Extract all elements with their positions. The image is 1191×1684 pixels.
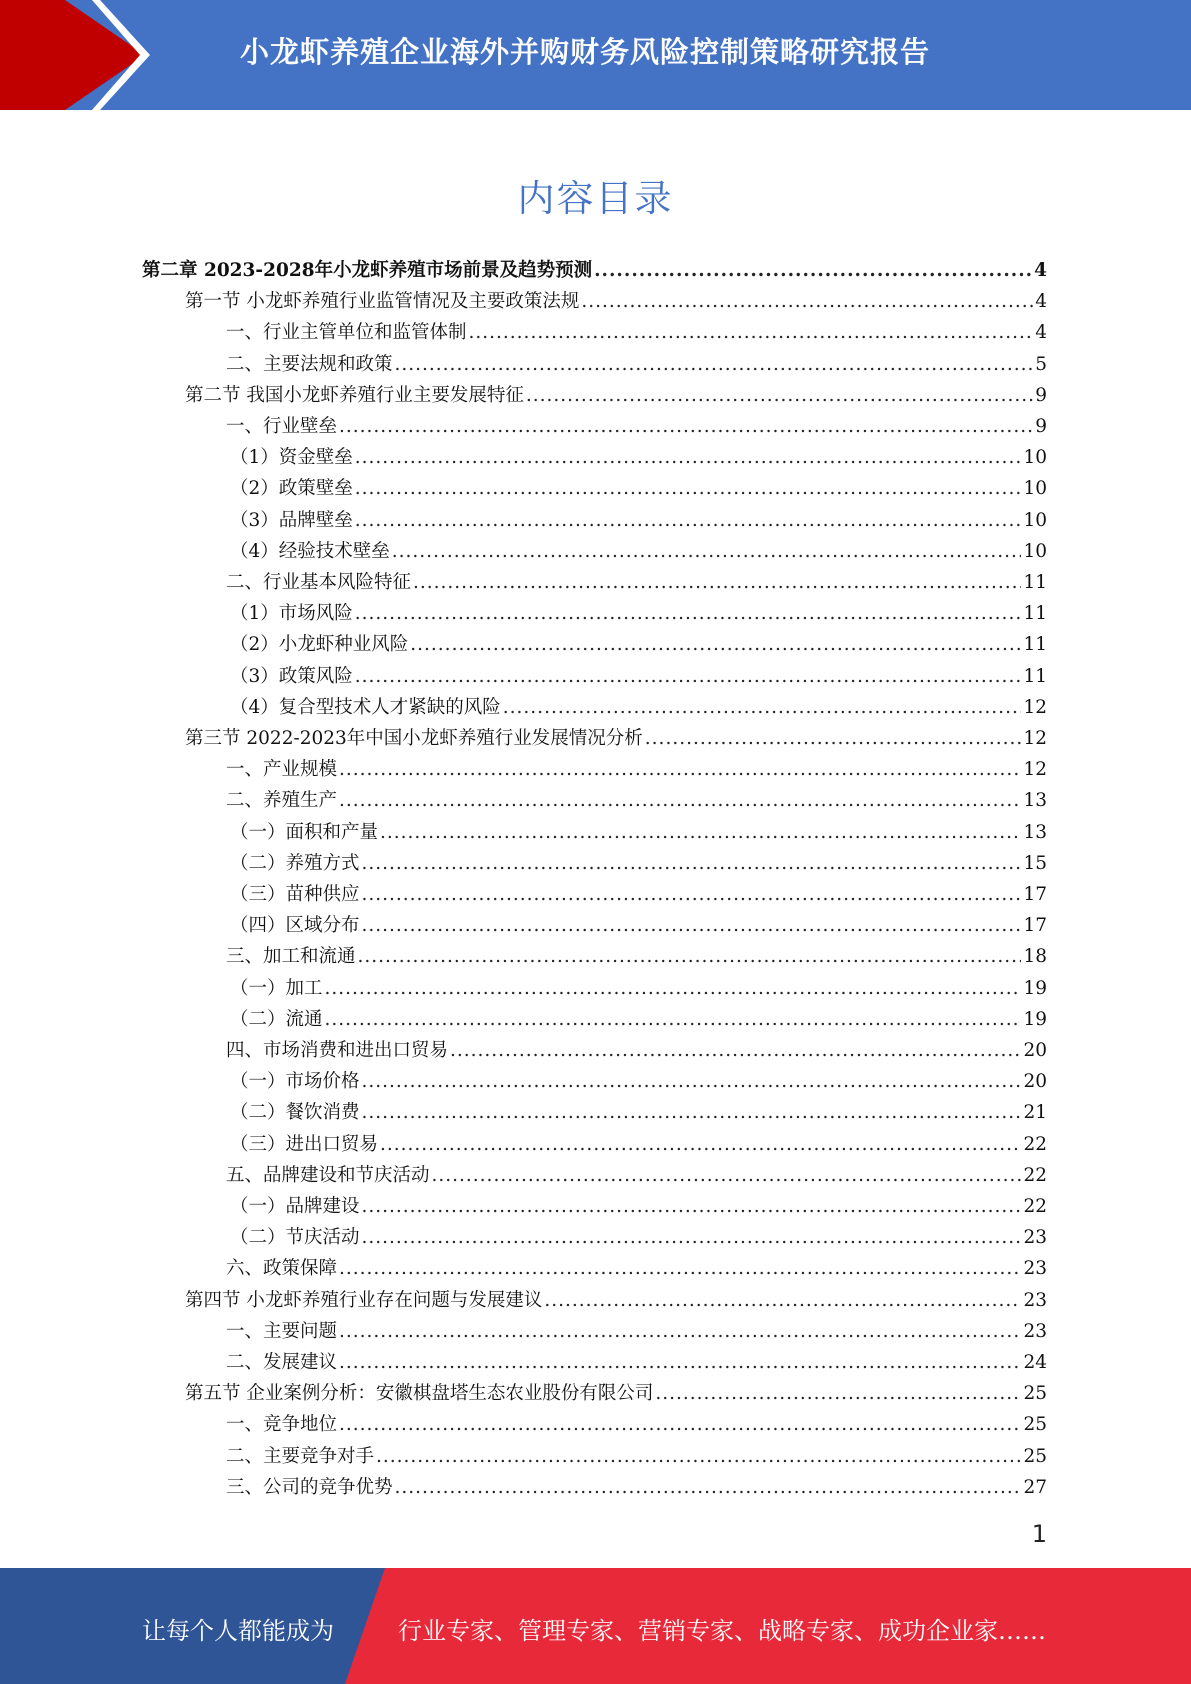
toc-dot-leader bbox=[581, 290, 1033, 314]
toc-dot-leader bbox=[376, 1445, 1021, 1469]
toc-entry-page: 11 bbox=[1023, 603, 1047, 625]
toc-entry[interactable] bbox=[230, 1188, 1047, 1219]
toc-entry[interactable] bbox=[226, 1250, 1047, 1281]
toc-entry-page: 4 bbox=[1035, 291, 1047, 313]
toc-entry-title: 二、主要竞争对手 bbox=[226, 1445, 375, 1467]
toc-entry-title: （3）品牌壁垒 bbox=[230, 509, 353, 531]
toc-dot-leader bbox=[362, 914, 1022, 938]
toc-entry[interactable] bbox=[185, 1282, 1047, 1313]
toc-entry[interactable] bbox=[226, 1344, 1047, 1375]
toc-entry-page: 4 bbox=[1034, 260, 1047, 281]
toc-entry[interactable] bbox=[185, 720, 1047, 751]
toc-entry-title: 第二章 2023-2028年小龙虾养殖市场前景及趋势预测 bbox=[142, 260, 593, 281]
toc-entry-title: （三）进出口贸易 bbox=[230, 1133, 379, 1155]
toc-dot-leader bbox=[325, 977, 1022, 1001]
toc-entry-title: 第一节 小龙虾养殖行业监管情况及主要政策法规 bbox=[185, 291, 580, 313]
toc-entry-title: 六、政策保障 bbox=[226, 1258, 338, 1280]
page-header bbox=[0, 0, 1191, 110]
toc-entry-title: 第三节 2022-2023年中国小龙虾养殖行业发展情况分析 bbox=[185, 728, 643, 749]
toc-entry-title: （1）资金壁垒 bbox=[230, 447, 353, 469]
toc-entry[interactable] bbox=[142, 252, 1047, 283]
toc-entry-page: 23 bbox=[1023, 1227, 1047, 1249]
toc-dot-leader bbox=[410, 633, 1021, 657]
toc-entry-page: 13 bbox=[1023, 821, 1047, 843]
toc-dot-leader bbox=[362, 1070, 1022, 1094]
toc-entry[interactable] bbox=[226, 314, 1047, 345]
toc-dot-leader bbox=[380, 821, 1021, 845]
toc-entry-title: （四）区域分布 bbox=[230, 915, 360, 937]
toc-entry-page: 12 bbox=[1023, 728, 1047, 749]
toc-entry[interactable] bbox=[226, 1469, 1047, 1500]
toc-entry[interactable] bbox=[185, 283, 1047, 314]
toc-entry[interactable] bbox=[226, 1313, 1047, 1344]
toc-entry-title: （一）加工 bbox=[230, 977, 323, 999]
toc-dot-leader bbox=[362, 1226, 1022, 1250]
toc-dot-leader bbox=[362, 852, 1022, 876]
toc-entry-page: 25 bbox=[1023, 1445, 1047, 1467]
toc-entry-title: （2）政策壁垒 bbox=[230, 478, 353, 500]
toc-entry[interactable] bbox=[230, 689, 1047, 720]
toc-entry-page: 10 bbox=[1023, 447, 1047, 469]
toc-entry-page: 12 bbox=[1023, 759, 1047, 781]
toc-entry[interactable] bbox=[230, 1219, 1047, 1250]
toc-dot-leader bbox=[358, 945, 1022, 969]
toc-entry-page: 9 bbox=[1035, 384, 1047, 406]
toc-entry[interactable] bbox=[230, 1001, 1047, 1032]
toc-dot-leader bbox=[450, 1039, 1021, 1063]
toc-entry[interactable] bbox=[230, 907, 1047, 938]
toc-entry-page: 13 bbox=[1023, 790, 1047, 812]
toc-entry[interactable] bbox=[226, 1406, 1047, 1437]
toc-entry-title: 三、加工和流通 bbox=[226, 946, 356, 968]
toc-entry-page: 23 bbox=[1023, 1289, 1047, 1311]
toc-dot-leader bbox=[362, 883, 1022, 907]
toc-entry-page: 18 bbox=[1023, 946, 1047, 968]
toc-entry-title: 一、产业规模 bbox=[226, 759, 338, 781]
page-footer bbox=[0, 1568, 1191, 1684]
toc-entry-page: 10 bbox=[1023, 540, 1047, 562]
toc-dot-leader bbox=[325, 1008, 1022, 1032]
toc-entry-page: 22 bbox=[1023, 1164, 1047, 1186]
toc-entry[interactable] bbox=[230, 814, 1047, 845]
toc-dot-leader bbox=[355, 602, 1022, 626]
toc-entry-page: 5 bbox=[1035, 353, 1047, 375]
toc-dot-leader bbox=[339, 758, 1021, 782]
toc-entry-title: 第四节 小龙虾养殖行业存在问题与发展建议 bbox=[185, 1289, 543, 1311]
toc-dot-leader bbox=[355, 446, 1022, 470]
toc-entry[interactable] bbox=[230, 502, 1047, 533]
toc-entry-page: 23 bbox=[1023, 1258, 1047, 1280]
toc-entry-title: （二）餐饮消费 bbox=[230, 1102, 360, 1124]
toc-entry-page: 15 bbox=[1023, 852, 1047, 874]
toc-dot-leader bbox=[392, 540, 1022, 564]
toc-entry-title: （4）经验技术壁垒 bbox=[230, 540, 390, 562]
toc-entry[interactable] bbox=[226, 346, 1047, 377]
footer-slogan-right: 行业专家、管理专家、营销专家、战略专家、成功企业家…… bbox=[398, 1617, 1046, 1645]
toc-dot-leader bbox=[395, 353, 1034, 377]
toc-entry-page: 19 bbox=[1023, 977, 1047, 999]
toc-entry[interactable] bbox=[185, 1375, 1047, 1406]
toc-entry[interactable] bbox=[230, 876, 1047, 907]
toc-dot-leader bbox=[432, 1164, 1022, 1188]
toc-entry-title: 三、公司的竞争优势 bbox=[226, 1476, 393, 1498]
toc-entry[interactable] bbox=[226, 1438, 1047, 1469]
toc-dot-leader bbox=[645, 727, 1022, 751]
report-title: 小龙虾养殖企业海外并购财务风险控制策略研究报告 bbox=[240, 35, 931, 69]
toc-entry-title: （二）节庆活动 bbox=[230, 1227, 360, 1249]
toc-entry[interactable] bbox=[230, 970, 1047, 1001]
toc-dot-leader bbox=[339, 1413, 1021, 1437]
toc-entry-title: 二、主要法规和政策 bbox=[226, 353, 393, 375]
toc-entry[interactable] bbox=[226, 782, 1047, 813]
toc-dot-leader bbox=[339, 1257, 1021, 1281]
toc-entry-page: 27 bbox=[1023, 1476, 1047, 1498]
toc-entry-title: （3）政策风险 bbox=[230, 665, 353, 687]
toc-entry-title: （2）小龙虾种业风险 bbox=[230, 634, 409, 656]
toc-entry[interactable] bbox=[230, 658, 1047, 689]
toc-entry-page: 10 bbox=[1023, 478, 1047, 500]
toc-entry-page: 21 bbox=[1023, 1102, 1047, 1124]
footer-slogan-left: 让每个人都能成为 bbox=[142, 1617, 334, 1645]
toc-entry[interactable] bbox=[185, 377, 1047, 408]
toc-entry-title: 四、市场消费和进出口贸易 bbox=[226, 1040, 449, 1061]
toc-entry-title: 二、养殖生产 bbox=[226, 790, 338, 812]
toc-entry[interactable] bbox=[230, 1094, 1047, 1125]
toc-entry-page: 23 bbox=[1023, 1320, 1047, 1342]
toc-heading: 内容目录 bbox=[517, 177, 674, 220]
toc-entry-title: 二、发展建议 bbox=[226, 1352, 338, 1373]
toc-entry-page: 19 bbox=[1023, 1008, 1047, 1030]
toc-dot-leader bbox=[395, 1476, 1022, 1500]
toc-entry-title: （1）市场风险 bbox=[230, 603, 353, 625]
toc-entry[interactable] bbox=[230, 845, 1047, 876]
toc-entry[interactable] bbox=[226, 1032, 1047, 1063]
toc-entry-title: 第二节 我国小龙虾养殖行业主要发展特征 bbox=[185, 384, 524, 406]
toc-entry-page: 22 bbox=[1023, 1196, 1047, 1217]
toc-entry-title: （二）流通 bbox=[230, 1008, 323, 1030]
toc-dot-leader bbox=[469, 321, 1034, 345]
toc-dot-leader bbox=[339, 789, 1021, 813]
toc-entry-page: 20 bbox=[1023, 1071, 1047, 1093]
toc-entry-page: 20 bbox=[1023, 1040, 1047, 1061]
toc-entry[interactable] bbox=[230, 595, 1047, 626]
toc-entry-title: （一）品牌建设 bbox=[230, 1196, 360, 1217]
toc-entry[interactable] bbox=[230, 439, 1047, 470]
toc-entry-page: 17 bbox=[1023, 915, 1047, 937]
toc-dot-leader bbox=[655, 1382, 1021, 1406]
toc-entry-page: 17 bbox=[1023, 884, 1047, 905]
toc-dot-leader bbox=[339, 415, 1033, 439]
toc-entry-page: 11 bbox=[1023, 665, 1047, 687]
toc-entry-title: 一、行业主管单位和监管体制 bbox=[226, 322, 467, 344]
toc-dot-leader bbox=[544, 1289, 1021, 1313]
toc-entry-title: 二、行业基本风险特征 bbox=[226, 572, 412, 593]
toc-dot-leader bbox=[355, 665, 1022, 689]
toc-entry[interactable] bbox=[226, 564, 1047, 595]
toc-entry-page: 11 bbox=[1023, 572, 1047, 593]
toc-entry[interactable] bbox=[226, 408, 1047, 439]
toc-entry-page: 4 bbox=[1035, 322, 1047, 344]
toc-entry-title: 一、主要问题 bbox=[226, 1320, 338, 1342]
header-red-arrow bbox=[0, 0, 145, 110]
toc-entry-title: （一）市场价格 bbox=[230, 1071, 360, 1093]
toc-entry-page: 12 bbox=[1023, 696, 1047, 718]
toc-entry-page: 25 bbox=[1023, 1414, 1047, 1436]
toc-entry[interactable] bbox=[226, 938, 1047, 969]
toc-entry-page: 10 bbox=[1023, 509, 1047, 531]
toc-entry[interactable] bbox=[226, 1157, 1047, 1188]
toc-entry-page: 25 bbox=[1023, 1383, 1047, 1405]
toc-entry-page: 11 bbox=[1023, 634, 1047, 656]
toc-entry-page: 24 bbox=[1023, 1352, 1047, 1373]
page-number: 1 bbox=[1031, 1520, 1047, 1548]
toc-entry[interactable] bbox=[230, 1126, 1047, 1157]
toc-entry[interactable] bbox=[230, 533, 1047, 564]
toc-dot-leader bbox=[339, 1351, 1021, 1375]
toc-entry-page: 9 bbox=[1035, 416, 1047, 437]
toc-dot-leader bbox=[594, 259, 1032, 283]
toc-entry-title: 一、竞争地位 bbox=[226, 1414, 338, 1436]
toc-entry-page: 22 bbox=[1023, 1133, 1047, 1155]
toc-dot-leader bbox=[413, 571, 1021, 595]
toc-entry[interactable] bbox=[226, 751, 1047, 782]
toc-dot-leader bbox=[380, 1133, 1021, 1157]
toc-dot-leader bbox=[526, 384, 1033, 408]
toc-entry-title: 一、行业壁垒 bbox=[226, 416, 338, 437]
toc-dot-leader bbox=[362, 1101, 1022, 1125]
toc-entry-title: （三）苗种供应 bbox=[230, 884, 360, 905]
toc-dot-leader bbox=[355, 477, 1022, 501]
toc-entry-title: （一）面积和产量 bbox=[230, 821, 379, 843]
toc-dot-leader bbox=[355, 509, 1022, 533]
toc-entry[interactable] bbox=[230, 626, 1047, 657]
toc-entry-title: 五、品牌建设和节庆活动 bbox=[226, 1164, 430, 1186]
toc-dot-leader bbox=[362, 1195, 1022, 1219]
toc-entry-title: 第五节 企业案例分析：安徽棋盘塔生态农业股份有限公司 bbox=[185, 1383, 654, 1405]
toc-dot-leader bbox=[339, 1320, 1021, 1344]
toc-entry-title: （二）养殖方式 bbox=[230, 852, 360, 874]
toc-entry[interactable] bbox=[230, 470, 1047, 501]
toc-entry[interactable] bbox=[230, 1063, 1047, 1094]
toc-dot-leader bbox=[503, 696, 1022, 720]
toc-entry-title: （4）复合型技术人才紧缺的风险 bbox=[230, 696, 501, 718]
